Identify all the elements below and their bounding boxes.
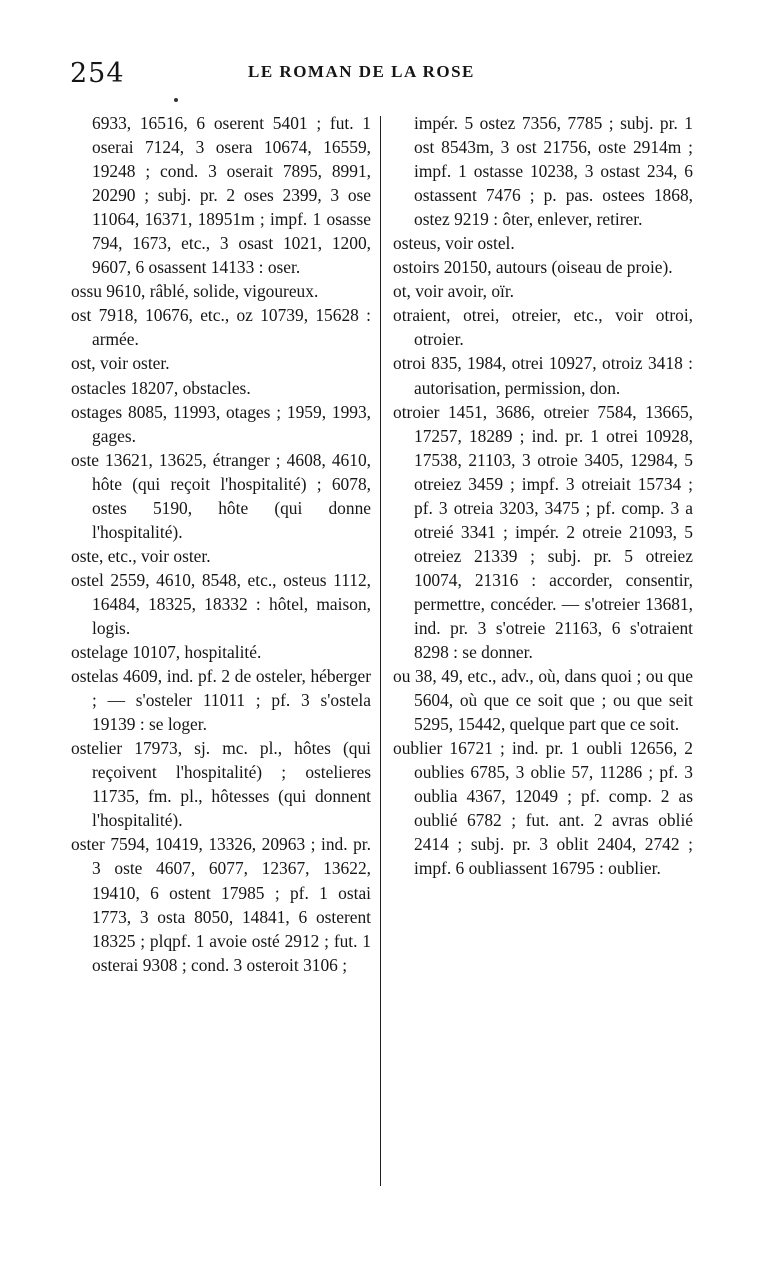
glossary-entry: oste, etc., voir oster. bbox=[71, 545, 211, 566]
left-column bbox=[71, 111, 371, 977]
glossary-entry: ot, voir avoir, oïr. bbox=[393, 281, 515, 302]
glossary-entry: ostelage 10107, hospitalité. bbox=[71, 642, 262, 663]
glossary-entry: impér. 5 ostez 7356, 7785 ; subj. pr. 1 ost 8543m, 3 ost 21756, oste 2914m ; impf. 1 ostasse 10238, 3 ostast 234, 6 ostassent 7476 ; p. pas. ostees 1868, ostez 9219 : ôter, enlever, retirer. bbox=[414, 113, 693, 230]
glossary-entry: oster 7594, 10419, 13326, 20963 ; ind. pr. 3 oste 4607, 6077, 12367, 13622, 19410, 6 ostent 17985 ; pf. 1 ostai 1773, 3 osta 8050, 14841, 6 osterent 18325 ; plqpf. 1 avoie osté 2912 ; fut. 1 osterai 9308 ; cond. 3 osteroit 3106 ; bbox=[71, 834, 371, 975]
glossary-entry: oublier 16721 ; ind. pr. 1 oubli 12656, 2 oublies 6785, 3 oblie 57, 11286 ; pf. 3 oublia 4367, 12049 ; pf. comp. 2 as oublié 6782 ; fut. ant. 2 avras oblié 2414 ; subj. pr. 3 oblit 2404, 2742 ; impf. 6 oubliassent 16795 : oublier. bbox=[393, 738, 693, 879]
glossary-entry: otroi 835, 1984, otrei 10927, otroiz 3418 : autorisation, permission, don. bbox=[393, 353, 693, 398]
printer-mark bbox=[174, 98, 178, 102]
glossary-entry: otraient, otrei, otreier, etc., voir otroi, otroier. bbox=[393, 305, 693, 350]
glossary-entry: ou 38, 49, etc., adv., où, dans quoi ; ou que 5604, où que ce soit que ; ou que seit 5295, 15442, quelque part que ce soit. bbox=[393, 666, 693, 735]
running-title: LE ROMAN DE LA ROSE bbox=[248, 62, 475, 81]
glossary-entry: ostelas 4609, ind. pf. 2 de osteler, héberger ; — s'osteler 11011 ; pf. 3 s'ostela 19139 : se loger. bbox=[71, 666, 371, 735]
page-number: 254 bbox=[70, 58, 125, 89]
glossary-entry: otroier 1451, 3686, otreier 7584, 13665, 17257, 18289 ; ind. pr. 1 otrei 10928, 17538, 21103, 3 otroie 3405, 12984, 5 otreiez 3459 ; impf. 3 otreiait 15734 ; pf. 3 otreia 3203, 3475 ; pf. comp. 3 a otreié 3341 ; impér. 2 otreie 21093, 5 otreiez 21339 ; subj. pr. 5 otreiez 10074, 21316 : accorder, consentir, permettre, concéder. — s'otreier 13681, ind. pr. 3 s'otreie 21163, 6 s'otraient 8298 : se donner. bbox=[393, 401, 693, 663]
glossary-entry: ostelier 17973, sj. mc. pl., hôtes (qui reçoivent l'hospitalité) ; ostelieres 11735, fm. pl., hôtesses (qui donnent l'hospitalité). bbox=[71, 738, 371, 831]
glossary-entry: ostel 2559, 4610, 8548, etc., osteus 1112, 16484, 18325, 18332 : hôtel, maison, logis. bbox=[71, 569, 371, 638]
glossary-entry: ost 7918, 10676, etc., oz 10739, 15628 : armée. bbox=[71, 305, 371, 350]
glossary-entry: osteus, voir ostel. bbox=[393, 233, 515, 254]
glossary-entry: ostoirs 20150, autours (oiseau de proie). bbox=[393, 257, 673, 278]
column-rule bbox=[380, 116, 381, 1186]
glossary-entry: 6933, 16516, 6 oserent 5401 ; fut. 1 oserai 7124, 3 osera 10674, 16559, 19248 ; cond. 3 oserait 7895, 8991, 20290 ; subj. pr. 2 oses 2399, 3 ose 11064, 16371, 18951m ; impf. 1 osasse 794, 1673, etc., 3 osast 1021, 1200, 9607, 6 osassent 14133 : oser. bbox=[92, 113, 371, 278]
glossary-entry: ostages 8085, 11993, otages ; 1959, 1993, gages. bbox=[71, 401, 371, 446]
right-column bbox=[393, 111, 693, 881]
glossary-entry: ostacles 18207, obstacles. bbox=[71, 377, 251, 398]
glossary-entry: ossu 9610, râblé, solide, vigoureux. bbox=[71, 281, 319, 302]
glossary-entry: ost, voir oster. bbox=[71, 353, 170, 374]
glossary-entry: oste 13621, 13625, étranger ; 4608, 4610, hôte (qui reçoit l'hospitalité) ; 6078, ostes 5190, hôte (qui donne l'hospitalité). bbox=[71, 449, 371, 542]
